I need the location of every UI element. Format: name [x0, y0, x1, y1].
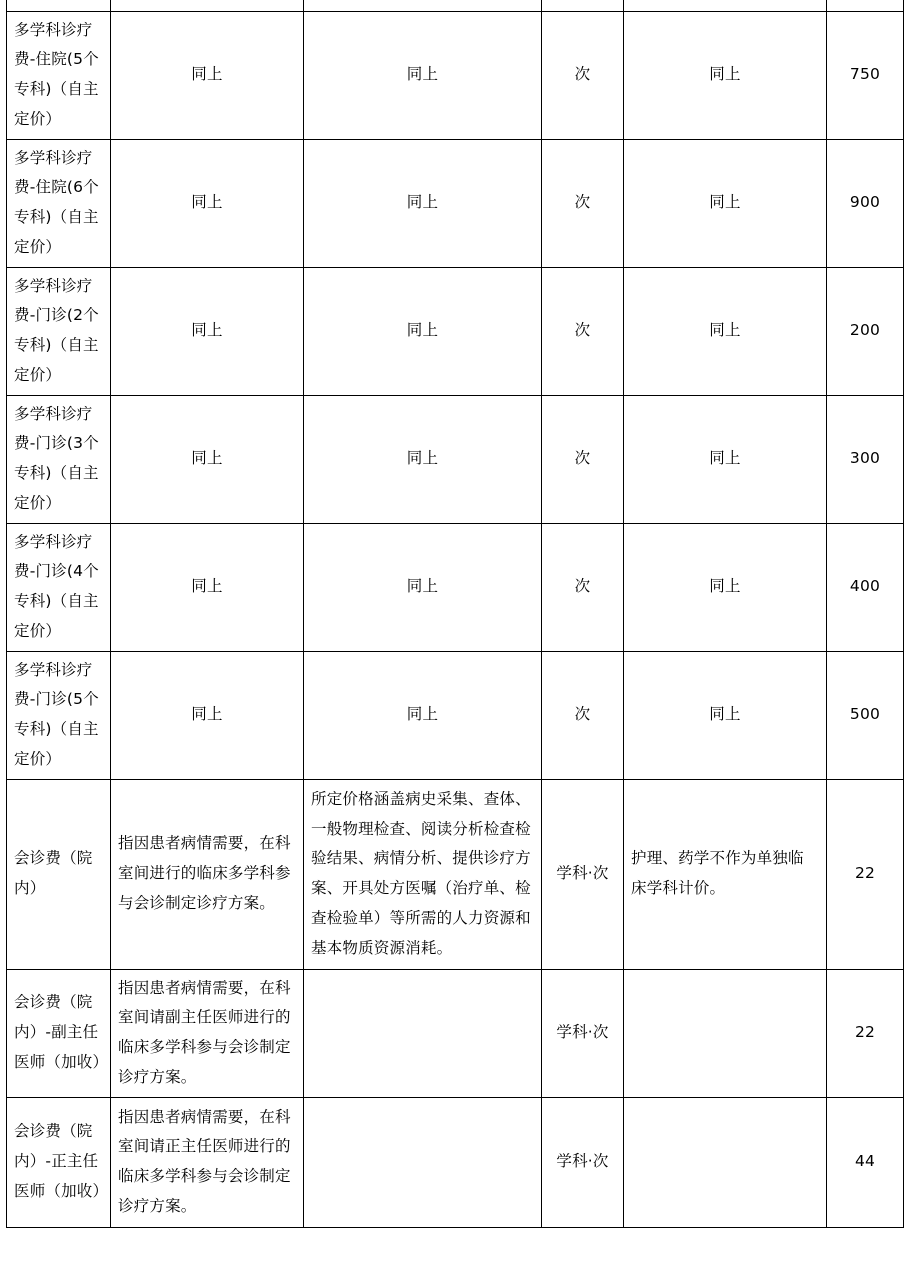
- table-row: [7, 969, 904, 1097]
- cell-item-note: 护理、药学不作为单独临床学科计价。: [624, 779, 827, 969]
- cell-item-name: 会诊费（院内）-副主任医师（加收）: [7, 969, 111, 1097]
- cell-item-exclusion: [304, 969, 542, 1097]
- cell-item-content: 同上: [111, 11, 304, 139]
- cell-item-price: 300: [827, 395, 904, 523]
- cell-item-content: 同上: [111, 267, 304, 395]
- price-table-body: [7, 0, 904, 1227]
- cell-item-name: 多学科诊疗费-门诊(4个专科)（自主定价）: [7, 523, 111, 651]
- table-row: [7, 0, 904, 11]
- cell-item-name: 多学科诊疗费-门诊(5个专科)（自主定价）: [7, 651, 111, 779]
- cell-item-price: 22: [827, 779, 904, 969]
- table-row: [7, 267, 904, 395]
- cell-item-exclusion: 同上: [304, 139, 542, 267]
- price-table: [6, 0, 904, 1228]
- cell-item-price: [827, 0, 904, 11]
- cell-item-unit: 次: [542, 651, 624, 779]
- cell-item-note: [624, 0, 827, 11]
- cell-item-content: 同上: [111, 523, 304, 651]
- cell-item-unit: 学科·次: [542, 779, 624, 969]
- cell-item-unit: 次: [542, 11, 624, 139]
- cell-item-content: 同上: [111, 395, 304, 523]
- cell-item-exclusion: 所定价格涵盖病史采集、查体、一般物理检查、阅读分析检查检验结果、病情分析、提供诊疗方案、开具处方医嘱（治疗单、检查检验单）等所需的人力资源和基本物质资源消耗。: [304, 779, 542, 969]
- cell-item-exclusion: 同上: [304, 267, 542, 395]
- cell-item-name: 多学科诊疗费-门诊(2个专科)（自主定价）: [7, 267, 111, 395]
- cell-item-unit: 次: [542, 267, 624, 395]
- cell-item-exclusion: [304, 0, 542, 11]
- cell-item-exclusion: 同上: [304, 395, 542, 523]
- cell-item-note: 同上: [624, 395, 827, 523]
- table-row: [7, 139, 904, 267]
- cell-item-note: 同上: [624, 523, 827, 651]
- cell-item-name: 多学科诊疗费-门诊(3个专科)（自主定价）: [7, 395, 111, 523]
- cell-item-price: 200: [827, 267, 904, 395]
- cell-item-unit: 学科·次: [542, 1097, 624, 1227]
- table-row: [7, 1097, 904, 1227]
- cell-item-name: 会诊费（院内）: [7, 779, 111, 969]
- cell-item-unit: 次: [542, 395, 624, 523]
- cell-item-exclusion: 同上: [304, 523, 542, 651]
- table-row: [7, 11, 904, 139]
- cell-item-note: 同上: [624, 139, 827, 267]
- cell-item-note: 同上: [624, 651, 827, 779]
- cell-item-content: 指因患者病情需要，在科室间请正主任医师进行的临床多学科参与会诊制定诊疗方案。: [111, 1097, 304, 1227]
- table-row: [7, 395, 904, 523]
- cell-item-price: 22: [827, 969, 904, 1097]
- cell-item-content: [111, 0, 304, 11]
- cell-item-price: 500: [827, 651, 904, 779]
- cell-item-content: 指因患者病情需要，在科室间进行的临床多学科参与会诊制定诊疗方案。: [111, 779, 304, 969]
- cell-item-name: [7, 0, 111, 11]
- cell-item-content: 指因患者病情需要，在科室间请副主任医师进行的临床多学科参与会诊制定诊疗方案。: [111, 969, 304, 1097]
- cell-item-note: 同上: [624, 11, 827, 139]
- table-row: [7, 523, 904, 651]
- cell-item-price: 750: [827, 11, 904, 139]
- cell-item-unit: 次: [542, 139, 624, 267]
- cell-item-exclusion: 同上: [304, 651, 542, 779]
- table-row: [7, 651, 904, 779]
- cell-item-unit: [542, 0, 624, 11]
- cell-item-note: [624, 1097, 827, 1227]
- cell-item-name: 会诊费（院内）-正主任医师（加收）: [7, 1097, 111, 1227]
- cell-item-unit: 次: [542, 523, 624, 651]
- cell-item-note: [624, 969, 827, 1097]
- cell-item-price: 900: [827, 139, 904, 267]
- cell-item-content: 同上: [111, 651, 304, 779]
- cell-item-name: 多学科诊疗费-住院(6个专科)（自主定价）: [7, 139, 111, 267]
- cell-item-content: 同上: [111, 139, 304, 267]
- cell-item-price: 400: [827, 523, 904, 651]
- table-row: [7, 779, 904, 969]
- cell-item-exclusion: [304, 1097, 542, 1227]
- cell-item-price: 44: [827, 1097, 904, 1227]
- cell-item-exclusion: 同上: [304, 11, 542, 139]
- cell-item-note: 同上: [624, 267, 827, 395]
- cell-item-unit: 学科·次: [542, 969, 624, 1097]
- cell-item-name: 多学科诊疗费-住院(5个专科)（自主定价）: [7, 11, 111, 139]
